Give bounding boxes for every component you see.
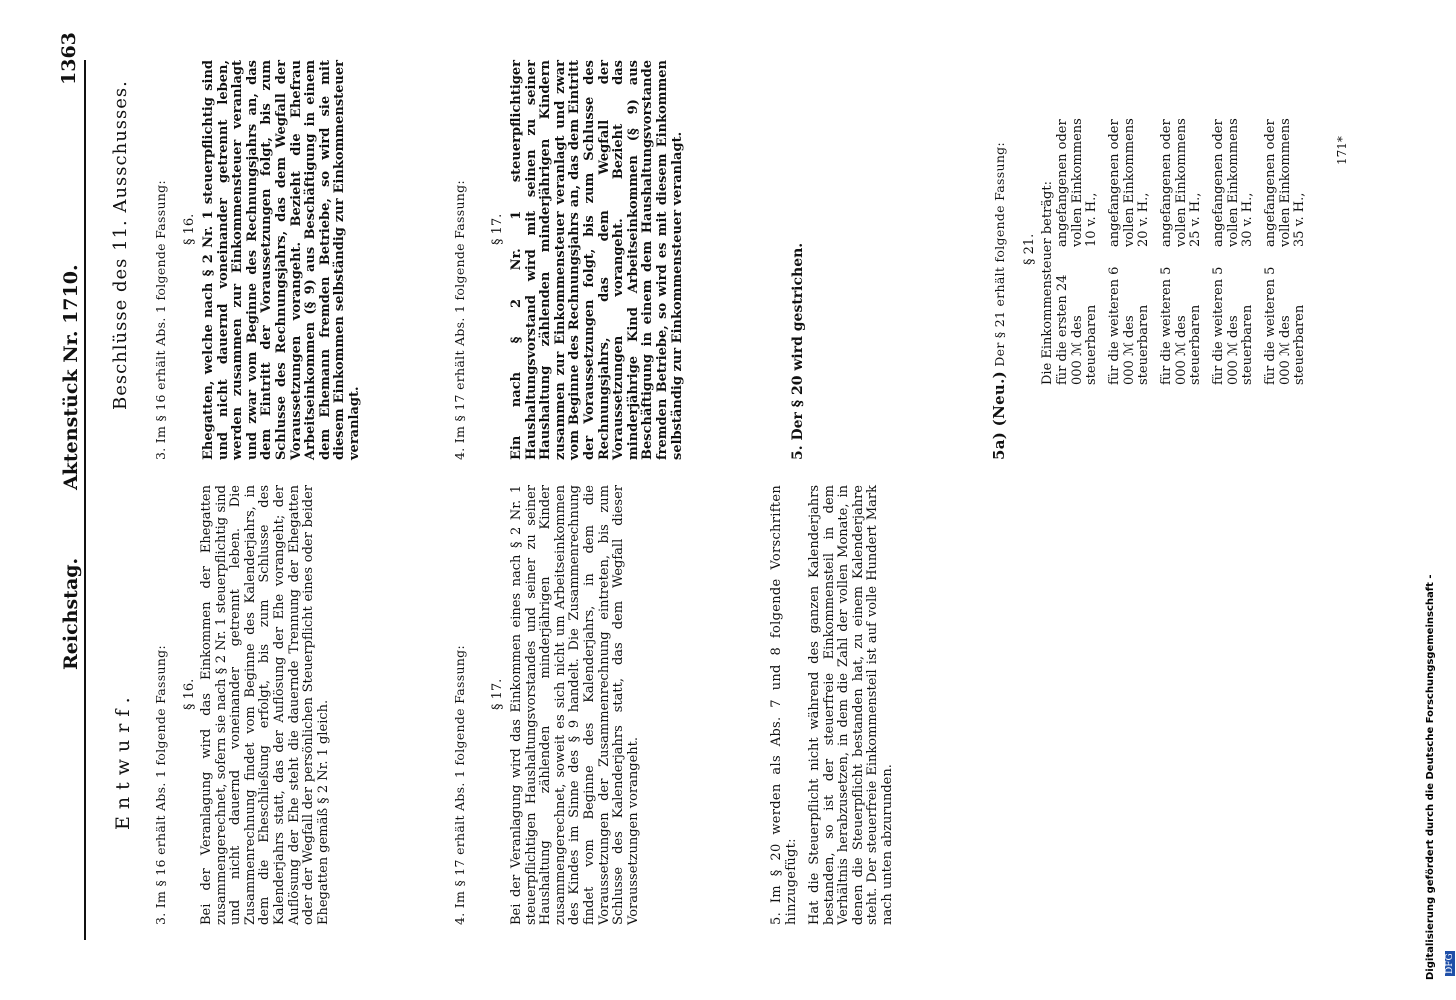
tax-row <box>1264 115 1308 385</box>
beschluesse-title: Beschlüsse des 11. Ausschusses. <box>110 80 131 410</box>
left-item-3-text: Im § 16 erhält Abs. 1 folgende Fassung: <box>153 645 168 909</box>
tax-row-left: für die weiteren 5 000 ℳ des steuerbaren <box>1263 266 1307 385</box>
right-item-5-num: 5. <box>790 445 806 460</box>
right-item-5 <box>790 243 806 460</box>
tax-row-right: angefangenen oder vollen Einkommens 35 v. H., <box>1263 118 1307 247</box>
right-para-16-sign: § 16. <box>182 213 197 245</box>
tax-row-left: für die weiteren 5 000 ℳ des steuerbaren <box>1211 266 1255 385</box>
right-item-5-text: Der § 20 wird gestrichen. <box>790 242 806 441</box>
right-item-3 <box>153 180 168 460</box>
right-item-3-num: 3. <box>153 447 168 460</box>
left-para-17-text: Bei der Veranlagung wird das Einkommen eines nach § 2 Nr. 1 steuerpflichtigen Haushaltungsvorstandes und seiner zu seiner Haushaltung zählenden minderjährigen Kinder zusammengerechnet, soweit es sich nicht um Arbeitseinkommen des Kindes im Sinne des § 9 handelt. Die Zusammenrechnung findet vom Beginne des Kalenderjahrs, in dem die Voraussetzungen der Zusammenrechnung eintreten, bis zum Schlusse des Kalenderjahrs statt, das dem Wegfall dieser Voraussetzungen vorangeht. <box>509 485 641 925</box>
left-item-5-num: 5. <box>769 911 784 925</box>
tax-row-left: für die ersten 24 000 ℳ des steuerbaren <box>1055 274 1099 385</box>
tax-table <box>1264 115 1308 385</box>
right-item-3-text: Im § 16 erhält Abs. 1 folgende Fassung: <box>153 180 168 444</box>
tax-row-right: angefangenen oder vollen Einkommens 20 v. H., <box>1107 118 1151 247</box>
tax-row-right: angefangenen oder vollen Einkommens 10 v. H., <box>1055 118 1099 247</box>
right-item-5a-num: 5a) (Neu.) <box>990 370 1008 460</box>
tax-row-right: angefangenen oder vollen Einkommens 25 v. H., <box>1159 118 1203 247</box>
left-item-5 <box>770 485 799 925</box>
left-item-4-num: 4. <box>452 912 467 925</box>
header-reichstag: Reichstag. <box>60 557 82 670</box>
tax-row <box>1056 115 1100 385</box>
header-rule <box>84 60 86 940</box>
signature-mark: 171* <box>1335 136 1349 165</box>
page-number: 1363 <box>58 32 80 85</box>
right-para-17-sign: § 17. <box>490 213 505 245</box>
right-para-16-text: Ehegatten, welche nach § 2 Nr. 1 steuerpflichtig sind und nicht dauernd voneinander getrennt leben, werden zusammen zur Einkommensteuer veranlagt und zwar vom Beginne des Rechnungsjahrs an, das dem Eintritt der Voraussetzungen folgt, bis zum Schlusse des Rechnungsjahrs, das dem Wegfall der Voraussetzungen vorangeht. Bezieht die Ehefrau Arbeitseinkommen (§ 9) aus Beschäftigung in einem dem Ehemann fremden Betriebe, so wird sie mit diesem Einkommen selbständig zur Einkommensteuer veranlagt. <box>201 60 362 460</box>
left-item-4-text: Im § 17 erhält Abs. 1 folgende Fassung: <box>452 645 467 909</box>
rotated-continuation <box>1010 0 1430 1000</box>
left-item-3-num: 3. <box>153 912 168 925</box>
tax-row-left: für die weiteren 6 000 ℳ des steuerbaren <box>1107 266 1151 385</box>
right-item-5a <box>990 142 1008 460</box>
right-item-5a-text: Der § 21 erhält folgende Fassung: <box>992 142 1007 367</box>
tax-table <box>1108 115 1152 385</box>
left-item-3 <box>153 645 168 925</box>
tax-row <box>1108 115 1152 385</box>
para-21-intro: Die Einkommensteuer beträgt: <box>1040 181 1055 385</box>
left-para-20-text: Hat die Steuerpflicht nicht während des ganzen Kalenderjahrs bestanden, so ist der steuerfreie Einkommensteil in dem Verhältnis herabzusetzen, in dem die Zahl der vollen Monate, in denen die Steuerpflicht bestanden hat, zu einem Kalenderjahre steht. Der steuerfreie Einkommensteil ist auf volle Hundert Mark nach unten abzurunden. <box>807 485 895 925</box>
tax-table <box>1160 115 1204 385</box>
header-aktenstueck: Aktenstück Nr. 1710. <box>60 264 82 490</box>
dfg-logo: DFG <box>1445 953 1455 974</box>
digitalization-note: Digitalisierung gefördert durch die Deutsche Forschungsgemeinschaft - <box>1425 574 1436 980</box>
para-21-sign: § 21. <box>1022 233 1037 265</box>
tax-table <box>1212 115 1256 385</box>
right-item-4 <box>452 180 467 460</box>
left-item-4 <box>452 645 467 925</box>
tax-row-right: angefangenen oder vollen Einkommens 30 v. H., <box>1211 118 1255 247</box>
left-para-16-text: Bei der Veranlagung wird das Einkommen der Ehegatten zusammengerechnet, sofern sie nach § 2 Nr. 1 steuerpflichtig sind und nicht dauernd voneinander getrennt leben. Die Zusammenrechnung findet vom Beginne des Kalenderjahrs, in dem die Eheschließung erfolgt, bis zum Schlusse des Kalenderjahrs statt, das der Auflösung der Ehe vorangeht; der Auflösung der Ehe steht die dauernde Trennung der Ehegatten oder der Wegfall der persönlichen Steuerpflicht eines oder beider Ehegatten gemäß § 2 Nr. 1 gleich. <box>199 485 331 925</box>
right-item-4-text: Im § 17 erhält Abs. 1 folgende Fassung: <box>452 180 467 444</box>
tax-table <box>1056 115 1100 385</box>
right-para-17-text: Ein nach § 2 Nr. 1 steuerpflichtiger Haushaltungsvorstand wird mit seinen zu seiner Haushaltung zählenden minderjährigen Kindern zusammen zur Einkommensteuer veranlagt und zwar vom Beginne des Rechnungsjahrs an, das dem Eintritt der Voraussetzungen folgt, bis zum Schlusse des Rechnungsjahrs, das dem Wegfall der Voraussetzungen vorangeht. Bezieht das minderjährige Kind Arbeitseinkommen (§ 9) aus Beschäftigung in einem dem Haushaltungsvorstande fremden Betriebe, so wird es mit diesem Einkommen selbständig zur Einkommensteuer veranlagt. <box>509 60 685 460</box>
entwurf-title: Entwurf. <box>112 690 134 830</box>
tax-row-left: für die weiteren 5 000 ℳ des steuerbaren <box>1159 266 1203 385</box>
tax-row <box>1212 115 1256 385</box>
left-para-16-sign: § 16. <box>182 678 197 710</box>
side-note <box>1418 574 1456 980</box>
right-item-4-num: 4. <box>452 447 467 460</box>
left-item-5-text: Im § 20 werden als Abs. 7 und 8 folgende Vorschriften hinzugefügt: <box>769 485 799 925</box>
left-para-17-sign: § 17. <box>490 678 505 710</box>
tax-row <box>1160 115 1204 385</box>
